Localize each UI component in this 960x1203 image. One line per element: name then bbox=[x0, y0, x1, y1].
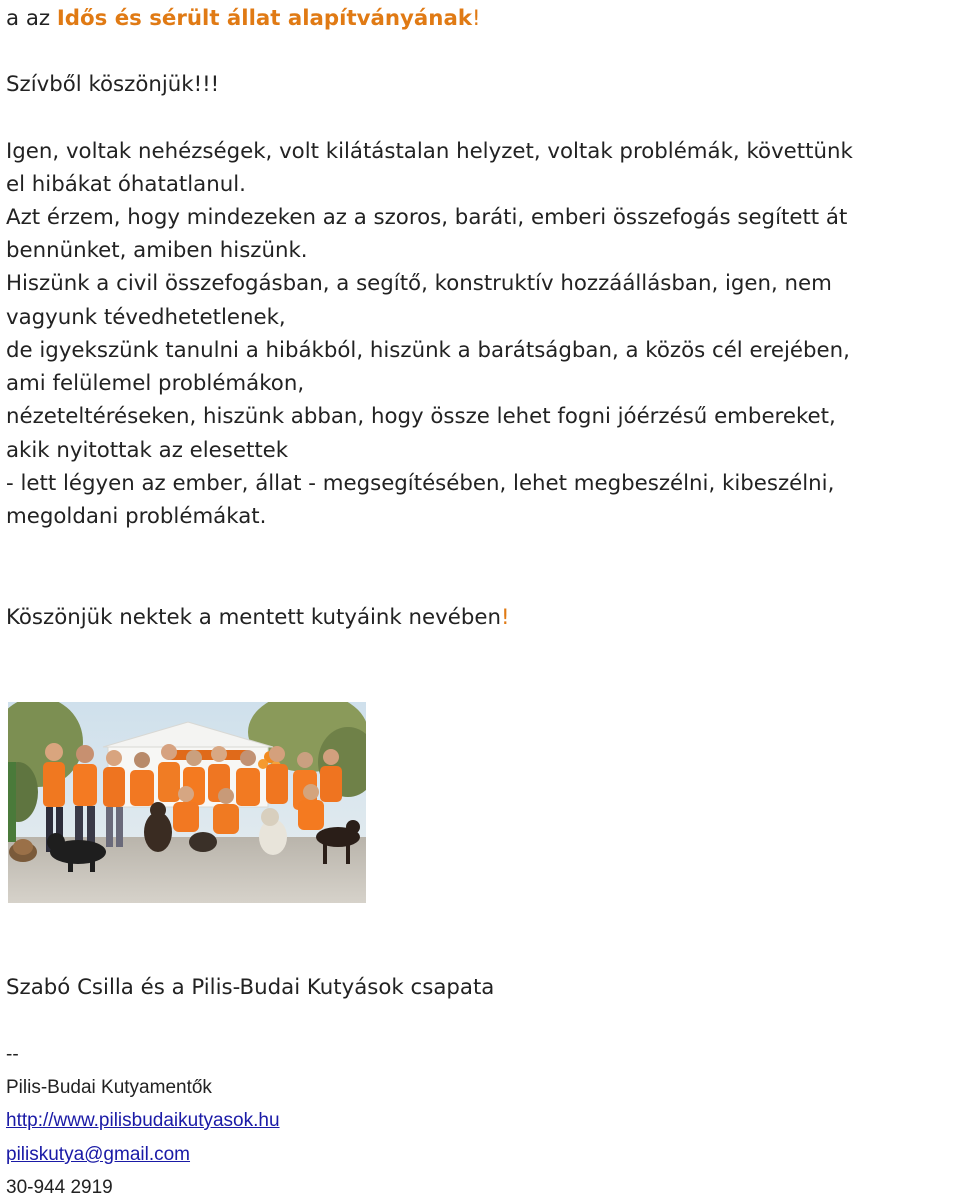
body-line: - lett légyen az ember, állat - megsegítésében, lehet megbeszélni, kibeszélni, bbox=[6, 471, 835, 496]
intro-line bbox=[6, 2, 481, 35]
email-link-line bbox=[6, 1140, 190, 1170]
foundation-name: Idős és sérült állat alapítványának bbox=[56, 6, 473, 31]
body-line: Azt érzem, hogy mindezeken az a szoros, baráti, emberi összefogás segített át bbox=[6, 205, 848, 230]
group-photo bbox=[8, 702, 366, 903]
organization-name: Pilis-Budai Kutyamentők bbox=[6, 1077, 212, 1098]
signature-separator: -- bbox=[6, 1044, 19, 1065]
website-link-line bbox=[6, 1106, 280, 1136]
closing-text: Köszönjük nektek a mentett kutyáink nevében bbox=[6, 605, 501, 630]
intro-prefix: a az bbox=[6, 6, 57, 31]
closing-line bbox=[6, 601, 510, 634]
body-line: nézeteltéréseken, hiszünk abban, hogy össze lehet fogni jóérzésű embereket, bbox=[6, 404, 836, 429]
signature-name: Szabó Csilla és a Pilis-Budai Kutyások csapata bbox=[6, 975, 495, 1000]
closing-exclamation: ! bbox=[500, 605, 510, 630]
body-line: Igen, voltak nehézségek, volt kilátástalan helyzet, voltak problémák, követtünk bbox=[6, 139, 853, 164]
body-line: Hiszünk a civil összefogásban, a segítő, konstruktív hozzáállásban, igen, nem bbox=[6, 271, 832, 296]
body-line: el hibákat óhatatlanul. bbox=[6, 172, 246, 197]
body-line: ami felülemel problémákon, bbox=[6, 371, 305, 396]
body-line: megoldani problémákat. bbox=[6, 504, 267, 529]
group-photo-image bbox=[8, 702, 366, 903]
website-link[interactable]: http://www.pilisbudaikutyasok.hu bbox=[6, 1110, 280, 1131]
body-line: vagyunk tévedhetetlenek, bbox=[6, 305, 286, 330]
thanks-heading: Szívből köszönjük!!! bbox=[6, 72, 220, 97]
intro-exclamation: ! bbox=[472, 6, 481, 31]
phone-number: 30-944 2919 bbox=[6, 1177, 113, 1198]
body-line: bennünket, amiben hiszünk. bbox=[6, 238, 308, 263]
body-line: de igyekszünk tanulni a hibákból, hiszünk a barátságban, a közös cél erejében, bbox=[6, 338, 850, 363]
email-link[interactable]: piliskutya@gmail.com bbox=[6, 1144, 191, 1165]
body-line: akik nyitottak az elesettek bbox=[6, 438, 289, 463]
